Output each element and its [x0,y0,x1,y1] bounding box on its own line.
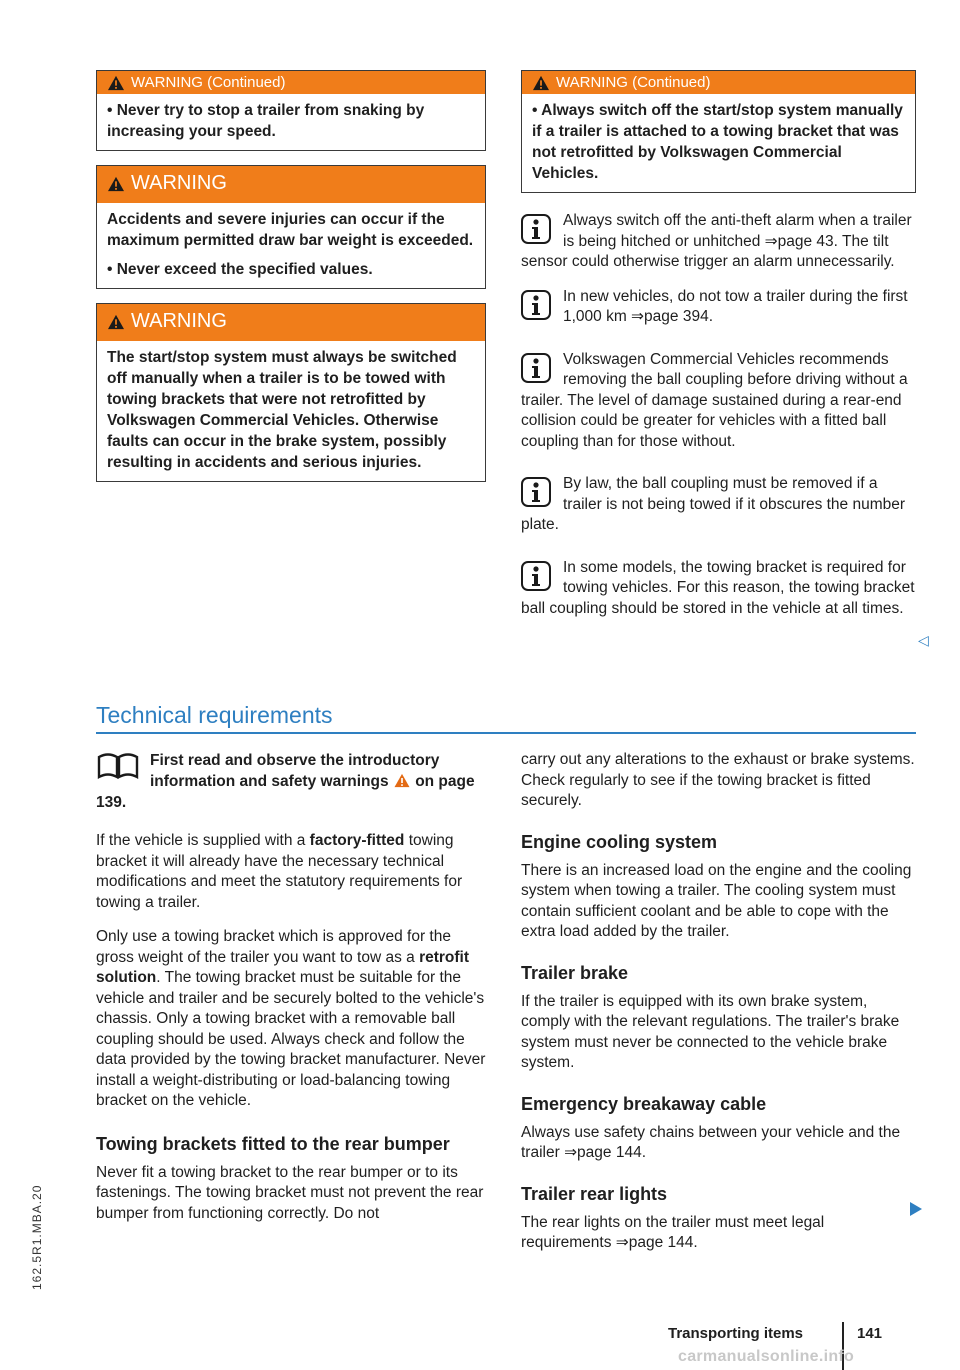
warning-body [97,341,485,481]
info-note [521,287,916,328]
paragraph-factory-fitted [96,831,486,913]
intro-page-ref: on page 139. [96,773,475,811]
warning-body [97,203,485,288]
note-text: In some models, the towing bracket is required for towing vehicles. For this reason, the towing bracket ball coupling should be stored in the vehicle at all times. [521,558,915,617]
section-end-mark: ◁ [918,632,929,648]
text-run: . The towing bracket must be suitable for the vehicle and trailer and be securely bolted to the vehicle's chassis. Only a towing bracket with a removable ball coupling should be used. Always check and follow the data provided by the towing bracket manufacturer. Never install a weight-distributing or load-balancing towing bracket on the vehicle. [96,969,486,1109]
info-icon [521,561,551,591]
note-text: Volkswagen Commercial Vehicles recommends removing the ball coupling before driving without a trailer. The level of damage sustained during a rear-end collision could be greater for vehicles with a fitted ball coupling than for those without. [521,350,908,450]
heading-trailer-brake: Trailer brake [521,962,629,983]
paragraph-rear-bumper-cont: carry out any alterations to the exhaust or brake systems. Check regularly to see if the towing bracket is fitted securely. [521,751,915,809]
warning-item: • Always switch off the start/stop system manually if a trailer is attached to a towing bracket that was not retrofitted by Volkswagen Commercial Vehicles. [532,102,903,182]
section-title: Technical requirements [96,702,333,728]
document-code: 162.5R1.MBA.20 [30,1184,44,1290]
info-icon [521,477,551,507]
heading-engine-cooling: Engine cooling system [521,831,718,852]
warning-body [522,94,915,192]
warning-triangle-icon [107,75,125,91]
warning-continued-box [521,70,916,193]
open-book-icon [96,751,140,779]
info-note [521,558,916,620]
warning-triangle-icon [107,314,125,330]
paragraph-breakaway-cable: Always use safety chains between your vehicle and the trailer ⇒page 144. [521,1123,901,1161]
paragraph-engine-cooling: There is an increased load on the engine and the cooling system when towing a trailer. The cooling system must contain sufficient coolant and be able to cope with the extra load added by the trailer. [521,861,912,940]
warning-title: WARNING (Continued) [556,74,711,91]
warning-text: The start/stop system must always be switched off manually when a trailer is to be towed with towing brackets that were not retrofitted by Volkswagen Commercial Vehicles. Otherwise faults can occur in the brake system, possibly resulting in accidents and serious injuries. [107,349,457,471]
right-bottom-column [521,750,916,1268]
intro-text: First read and observe the introductory information and safety warnings [150,752,440,790]
paragraph-rear-bumper: Never fit a towing bracket to the rear bumper or to its fastenings. The towing bracket must not prevent the rear bumper from functioning correctly. Do not [96,1163,484,1222]
paragraph-trailer-brake: If the trailer is equipped with its own brake system, comply with the relevant regulations. The trailer's brake system must never be connected to the vehicle brake system. [521,992,900,1071]
heading-breakaway-cable: Emergency breakaway cable [521,1093,767,1114]
warning-item: • Never exceed the specified values. [107,261,373,278]
continue-arrow-icon [910,1202,922,1216]
info-note [521,211,916,273]
left-top-column [96,70,486,496]
intro-reference [96,750,486,813]
page-number: 141 [857,1325,883,1342]
warning-start-stop-box [96,303,486,482]
warning-title: WARNING [131,310,227,332]
warning-triangle-icon [107,176,125,192]
warning-header [522,71,915,94]
watermark: carmanualsonline.info [678,1348,855,1365]
warning-header [97,166,485,203]
warning-text: Accidents and severe injuries can occur if the maximum permitted draw bar weight is exceeded. [107,211,474,249]
paragraph-retrofit [96,927,486,1112]
note-text: By law, the ball coupling must be removed if a trailer is not being towed if it obscures the number plate. [521,475,906,533]
left-bottom-column [96,750,486,1238]
info-icon [521,353,551,383]
heading-rear-lights: Trailer rear lights [521,1183,668,1204]
warning-header [97,304,485,341]
note-text: Always switch off the anti-theft alarm when a trailer is being hitched or unhitched ⇒page 43. The tilt sensor could otherwise trigger an alarm unnecessarily. [521,212,912,270]
warning-header [97,71,485,94]
warning-draw-bar-box [96,165,486,289]
paragraph-rear-lights: The rear lights on the trailer must meet legal requirements ⇒page 144. [521,1213,825,1251]
warning-title: WARNING [131,172,227,194]
text-run: towing bracket it will already have the necessary technical modifications and meet the statutory requirements for towing a trailer. [96,832,463,911]
warning-title: WARNING (Continued) [131,74,286,91]
warning-continued-box [96,70,486,151]
warning-item: • Never try to stop a trailer from snaking by increasing your speed. [107,102,425,140]
text-run: Only use a towing bracket which is approved for the gross weight of the trailer you want to tow as a [96,928,451,966]
info-icon [521,290,551,320]
text-run: If the vehicle is supplied with a [96,832,310,849]
right-top-column [521,70,916,633]
warning-body [97,94,485,150]
heading-rear-bumper: Towing brackets fitted to the rear bumper [96,1133,450,1154]
warning-triangle-icon [393,773,411,788]
note-text: In new vehicles, do not tow a trailer during the first 1,000 km ⇒page 394. [563,287,908,325]
emphasis-text: retrofit solution [96,948,470,986]
section-divider [96,732,916,734]
info-icon [521,214,551,244]
info-note [521,474,916,536]
emphasis-text: factory-fitted [309,832,405,849]
chapter-title: Transporting items [668,1325,804,1342]
warning-triangle-icon [532,75,550,91]
info-note [521,350,916,453]
